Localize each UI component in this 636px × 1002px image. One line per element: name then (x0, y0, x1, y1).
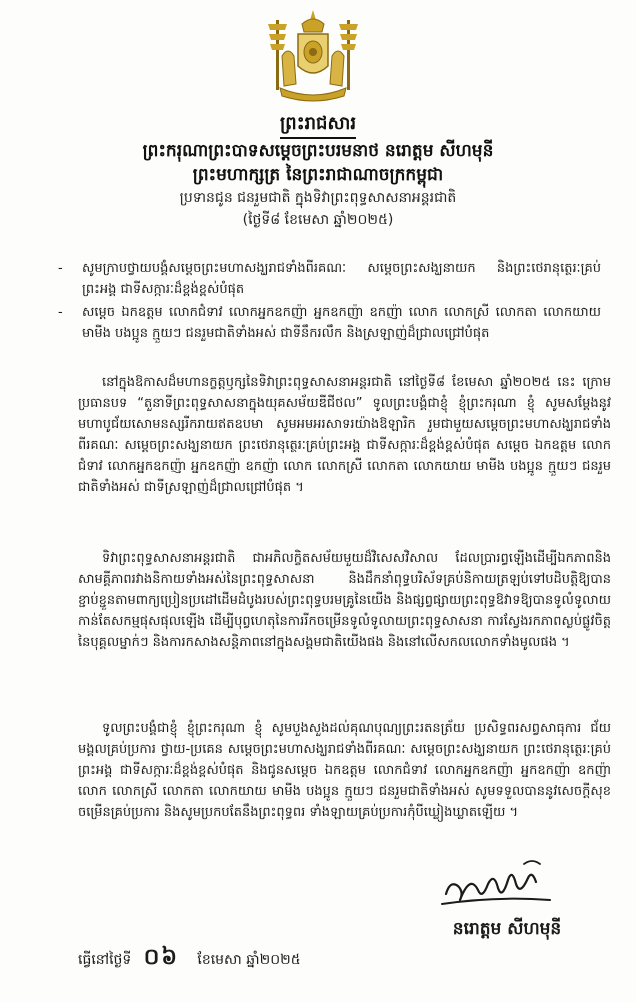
occasion-line: ប្រទានជូន ជនរួមជាតិ ក្នុងទិវាព្រះពុទ្ធសាសនាអន្តរជាតិ (179, 190, 457, 206)
body-paragraph: ទូលព្រះបង្គំជាខ្ញុំ ខ្ញុំព្រះករុណា ខ្ញុំ សូមបួងសួងដល់គុណបុណ្យព្រះរតនត្រ័យ ប្រសិទ្ធពរសព្វសាធុការ ជ័យមង្គលគ្រប់ប្រការ ថ្វាយ-ប្រគេន សម្តេចព្រះមហាសង្ឃរាជទាំងពីរគណៈ សម្តេចព្រះសង្ឃនាយក ព្រះថេរានុត្ថេរៈគ្រប់ព្រះអង្គ ជាទីសក្ការៈដ៏ខ្ពង់ខ្ពស់បំផុត និងជូនសម្តេច ឯកឧត្តម លោកជំទាវ លោកអ្នកឧកញ៉ា អ្នកឧកញ៉ា ឧកញ៉ា លោក លោកស្រី លោកតា លោកយាយ មាមីង បងប្អូន ក្មួយៗ ជនរួមជាតិទាំងអស់ សូមទទួលបាននូវសេចក្តីសុខចម្រើនគ្រប់ប្រការ និងសូមប្រកបតែនឹងព្រះពុទ្ធពរ ទាំងឡាយគ្រប់ប្រការកុំបីឃ្លៀងឃ្លាតឡើយ ។ (78, 721, 611, 820)
royal-office-line: ព្រះមហាក្សត្រ នៃព្រះរាជាណាចក្រកម្ពុជា (192, 165, 444, 185)
addressee-item: - សូមក្រាបថ្វាយបង្គំសម្តេចព្រះមហាសង្ឃរាជទាំងពីរគណៈ សម្តេចព្រះសង្ឃនាយក និងព្រះថេរានុត្ថេរៈគ្រប់ព្រះអង្គ ជាទីសក្ការៈដ៏ខ្ពង់ខ្ពស់បំផុត (56, 258, 601, 300)
addressee-list (56, 258, 601, 346)
occasion-date: (ថ្ងៃទី៨ ខែមេសា ឆ្នាំ២០២៥) (242, 212, 394, 228)
royal-title-line: ព្រះករុណាព្រះបាទសម្តេចព្រះបរមនាថ នរោត្តម សីហមុនី (142, 141, 494, 161)
addressee-item: - សម្តេច ឯកឧត្តម លោកជំទាវ លោកអ្នកឧកញ៉ា អ្នកឧកញ៉ា ឧកញ៉ា លោក លោកស្រី លោកតា លោកយាយ មាមីង បងប្អូន ក្មួយៗ ជនរួមជាតិទាំងអស់ ជាទីនឹករលឹក និងស្រឡាញ់ដ៏ជ្រាលជ្រៅបំផុត (56, 302, 601, 344)
body-paragraph: ទិវាព្រះពុទ្ធសាសនាអន្តរជាតិ ជាអភិលក្ខិតសម័យមួយដ៏វិសេសវិសាល ដែលប្រារព្ធឡើងដើម្បីឯកភាពនិងសាមគ្គីភាពរវាងនិកាយទាំងអស់នៃព្រះពុទ្ធសាសនា និងដឹកនាំពុទ្ធបរិស័ទគ្រប់និកាយត្រឡប់ទៅបដិបត្តិឱ្យបានខ្ជាប់ខ្ជួនតាមពាក្យប្រៀនប្រដៅដើមដំបូងរបស់ព្រះពុទ្ធបរមគ្រូនៃយើង និងផ្សព្វផ្សាយព្រះពុទ្ធឱវាទឱ្យបានទូលំទូលាយ កាន់តែសកម្មផុសផុលឡើង ដើម្បីបុព្វហេតុនៃការរីកចម្រើនទូលំទូលាយព្រះពុទ្ធសាសនា ការស្វែងរកភាពស្ងប់ផ្លូវចិត្តនៃបុគ្គលម្នាក់ៗ និងការកសាងសន្តិភាពនៅក្នុងសង្គមជាតិយើងផង និងនៅលើសកលលោកទាំងមូលផង ។ (78, 551, 611, 650)
signer-name: នរោត្តម សីហមុនី (452, 919, 562, 939)
date-prefix: ធ្វើនៅថ្ងៃទី (78, 952, 132, 968)
document-title: ព្រះរាជសារ (20, 112, 616, 139)
body-paragraph: នៅក្នុងឱកាសដ៏មហានក្ខត្តឫក្សនៃទិវាព្រះពុទ្ធសាសនាអន្តរជាតិ នៅថ្ងៃទី៨ ខែមេសា ឆ្នាំ២០២៥ នេះ ក្រោមប្រធានបទ “តួនាទីព្រះពុទ្ធសាសនាក្នុងយុគសម័យឌីជីថល” ទូលព្រះបង្គំជាខ្ញុំ ខ្ញុំព្រះករុណា ខ្ញុំ សូមសម្តែងនូវមហាបូជ័យសោមនស្សរីករាយឥតឧបមា សូមអមអរសាទរយ៉ាងឱឡារិក រួមជាមួយសម្តេចព្រះមហាសង្ឃរាជទាំងពីរគណៈ សម្តេចព្រះសង្ឃនាយក ព្រះថេរានុត្ថេរៈគ្រប់ព្រះអង្គ ជាទីសក្ការៈដ៏ខ្ពង់ខ្ពស់បំផុត សម្តេច ឯកឧត្តម លោកជំទាវ លោកអ្នកឧកញ៉ា អ្នកឧកញ៉ា ឧកញ៉ា លោក លោកស្រី លោកតា លោកយាយ មាមីង បងប្អូន ក្មួយៗ ជនរួមជាតិទាំងអស់ ជាទីស្រឡាញ់ដ៏ជ្រាលជ្រៅបំផុត ។ (78, 375, 611, 495)
closing-date (78, 944, 458, 973)
handwritten-signature (436, 850, 556, 912)
letter-header (20, 112, 616, 231)
date-day: ០៦ (143, 944, 179, 970)
royal-coat-of-arms-icon (258, 6, 368, 106)
date-month-year: ខែមេសា ឆ្នាំ២០២៥ (197, 952, 301, 968)
